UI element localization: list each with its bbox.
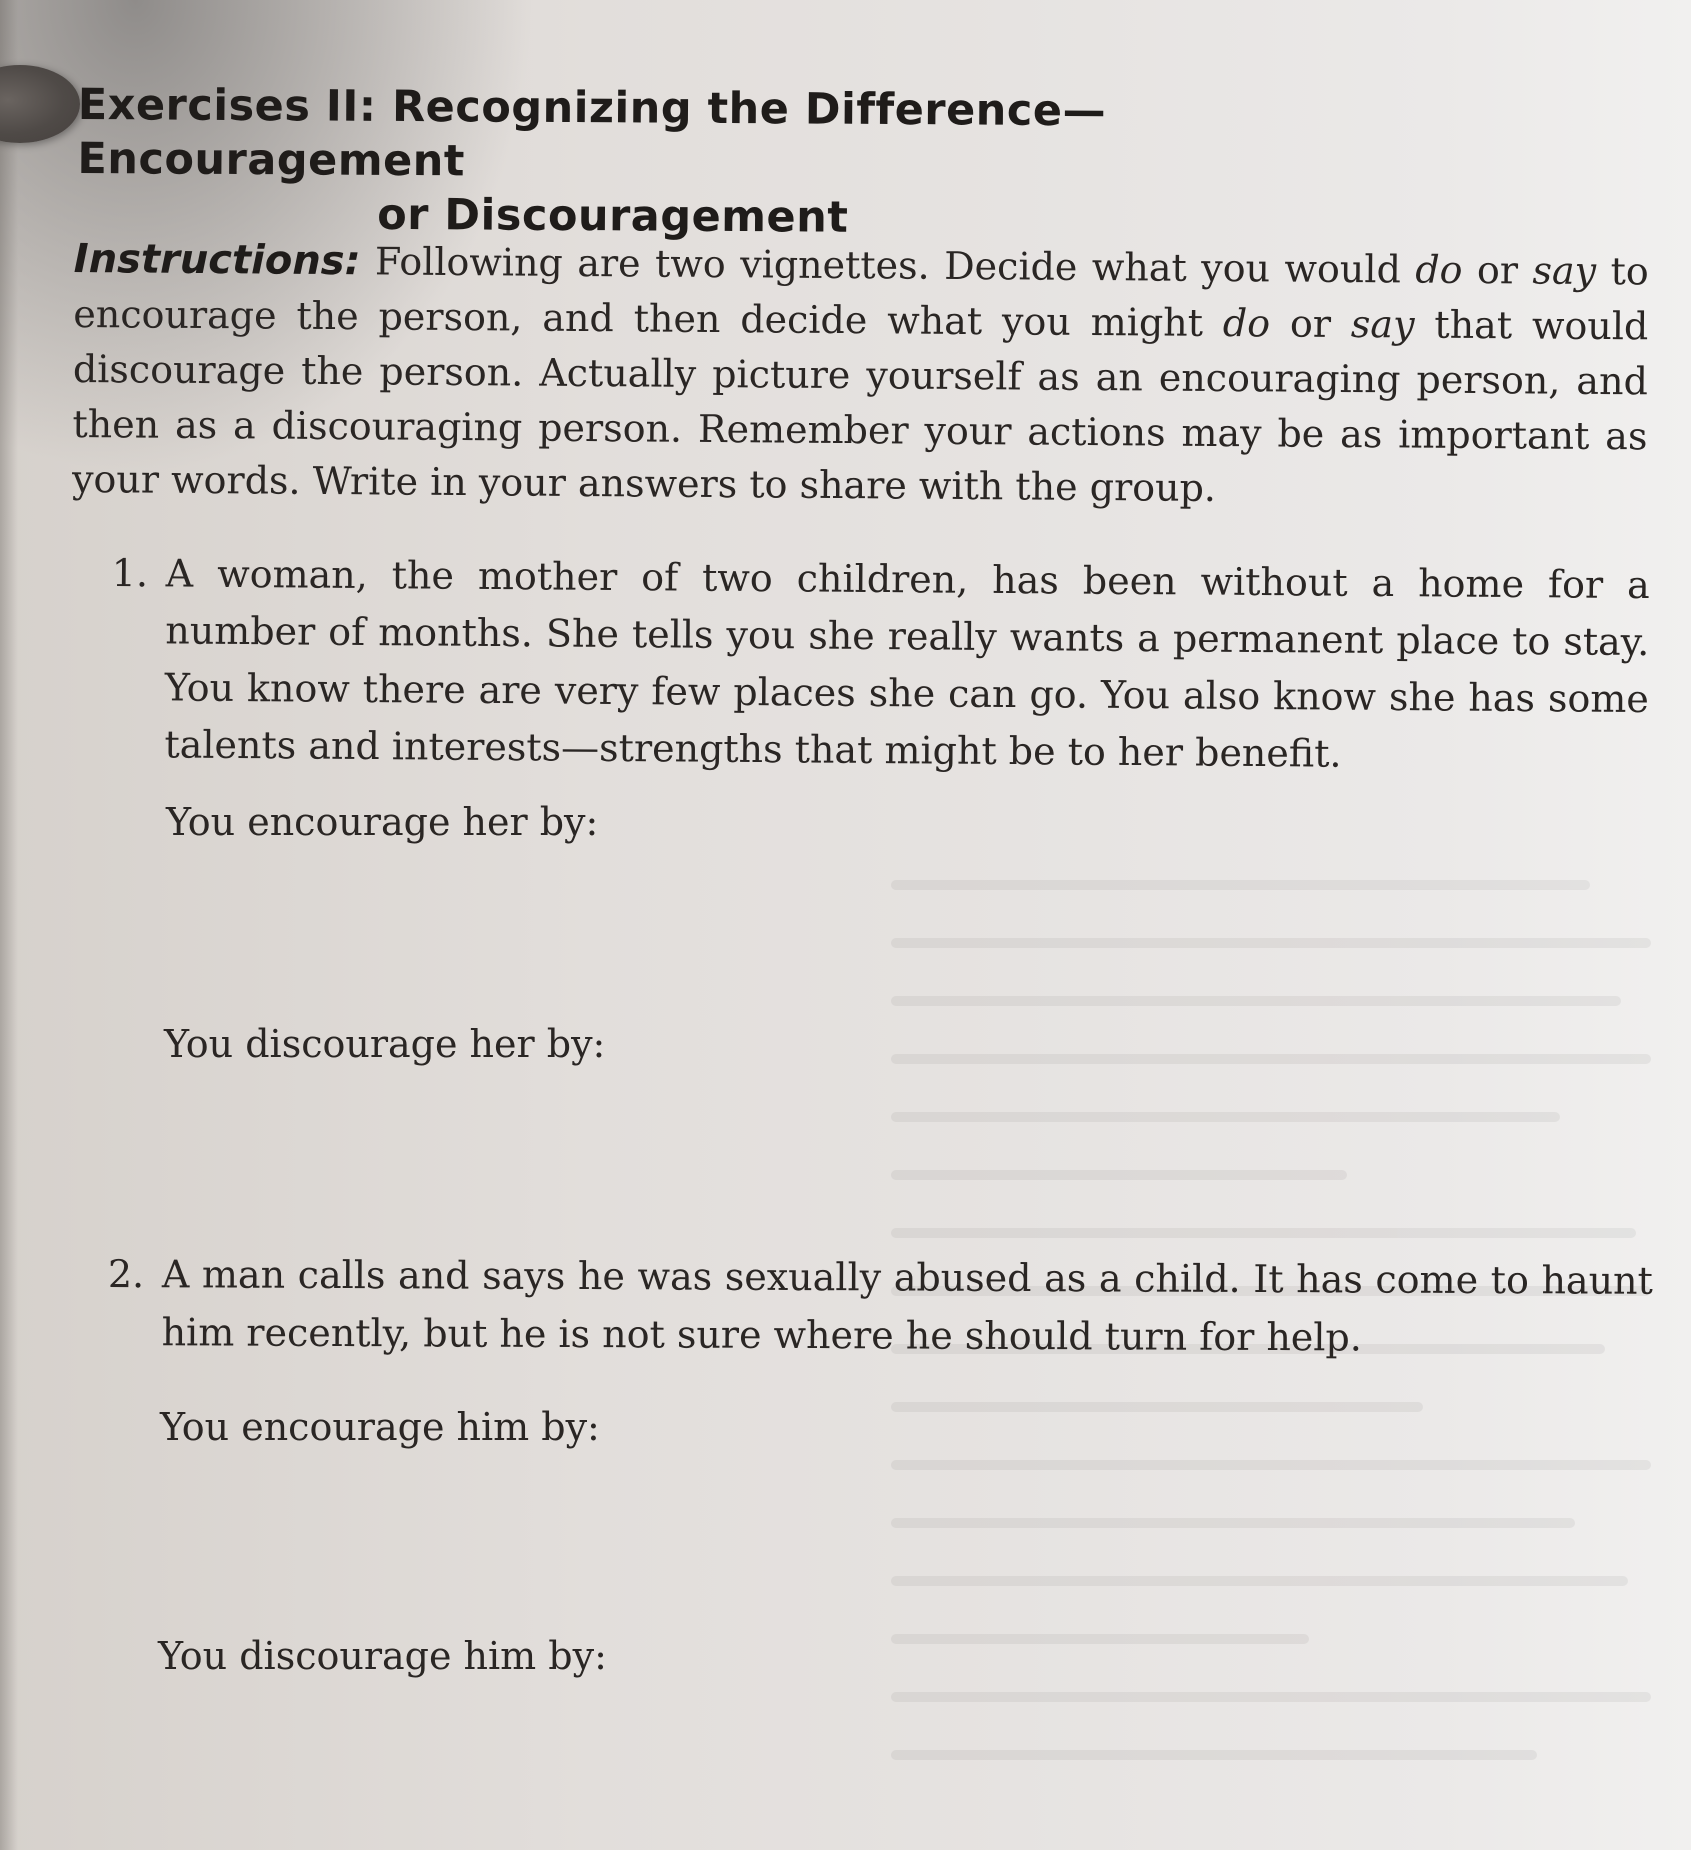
emphasis-do: do <box>1415 247 1463 292</box>
instructions-text: or <box>1269 301 1352 347</box>
title-line-2: or Discouragement <box>377 189 849 243</box>
vignette-text: A man calls and says he was sexually abused as a child. It has come to haunt him recently, but he is not sure where he should turn for help. <box>161 1252 1653 1360</box>
vignette-number: 2. <box>107 1251 145 1297</box>
thumb <box>0 65 80 143</box>
instructions-text: that would discourage the person. Actually picture yourself as an encouraging person, and then as a discouraging person. Remember your actions may be as important as your words. Write in your answers to share with the group. <box>71 302 1649 510</box>
vignette-1 <box>110 545 1650 785</box>
instructions-text: or <box>1462 247 1533 293</box>
emphasis-do: do <box>1222 301 1271 346</box>
discourage-him-prompt: You discourage him by: <box>158 1634 607 1678</box>
encourage-her-prompt: You encourage her by: <box>166 800 599 844</box>
emphasis-say: say <box>1532 248 1597 293</box>
exercise-title <box>77 78 1478 249</box>
discourage-her-prompt: You discourage her by: <box>164 1022 606 1066</box>
vignette-number: 1. <box>111 550 149 596</box>
page-edge-shadow <box>0 0 18 1850</box>
title-line-1: Exercises II: Recognizing the Difference—Encouragement <box>77 79 1107 187</box>
instructions-text: to encourage the person, and then decide what you might <box>73 248 1649 346</box>
instructions-paragraph <box>72 232 1649 519</box>
instructions-label: Instructions: <box>73 235 361 285</box>
encourage-him-prompt: You encourage him by: <box>160 1405 600 1449</box>
vignette-text: A woman, the mother of two children, has been without a home for a number of months. She tells you she really wants a permanent place to stay. You know there are very few places she can go. You also know she has some talents and interests—strengths that might be to her benefit. <box>164 551 1650 776</box>
vignette-2 <box>107 1245 1652 1368</box>
emphasis-say: say <box>1350 302 1415 347</box>
instructions-text: Following are two vignettes. Decide what you would <box>360 239 1416 292</box>
